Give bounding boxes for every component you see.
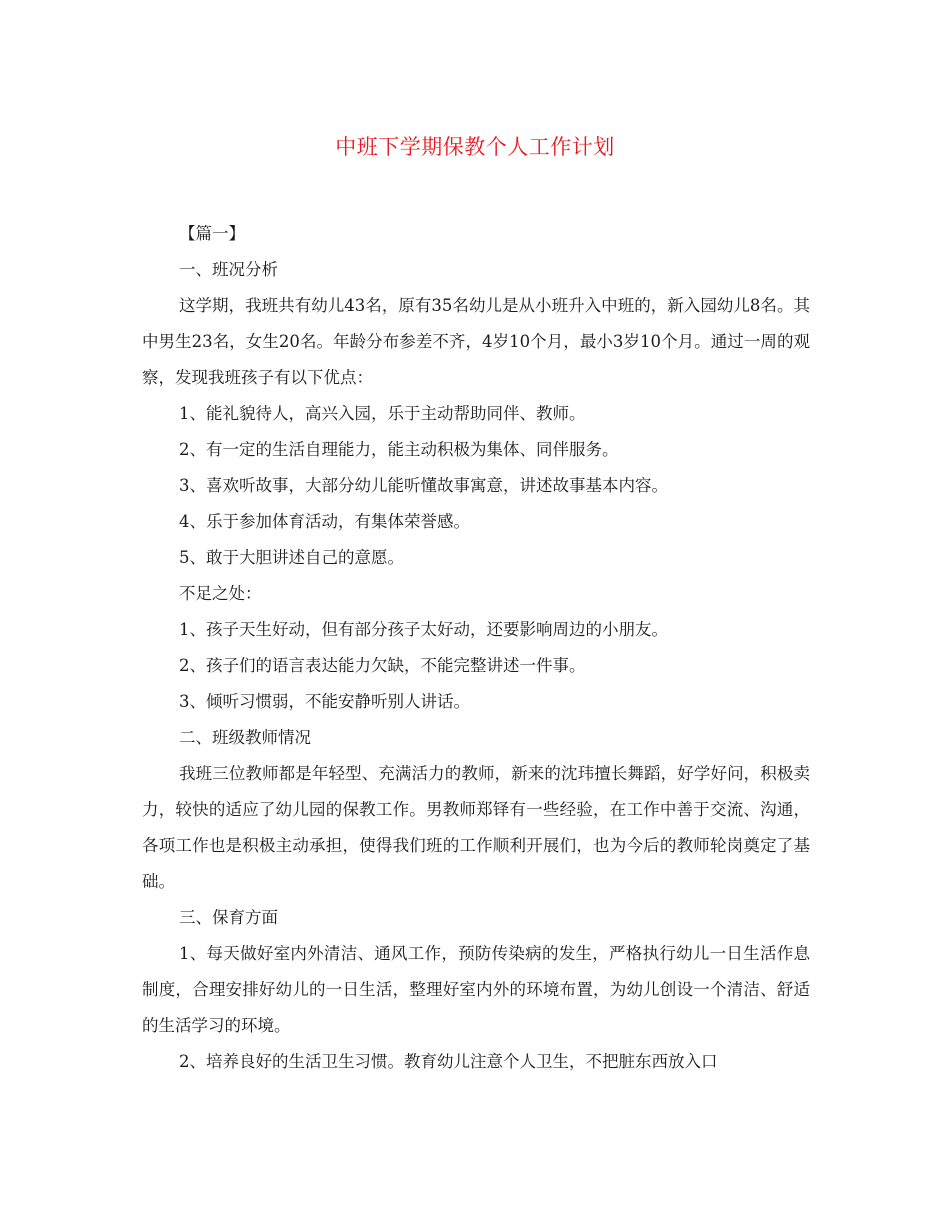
list-item: 1、能礼貌待人，高兴入园，乐于主动帮助同伴、教师。 bbox=[179, 404, 586, 423]
list-item: 2、孩子们的语言表达能力欠缺，不能完整讲述一件事。 bbox=[179, 656, 586, 675]
body-paragraph: 我班三位教师都是年轻型、充满活力的教师，新来的沈玮擅长舞蹈，好学好问，积极卖力，较快的适应了幼儿园的保教工作。男教师郑铎有一些经验，在工作中善于交流、沟通，各项工作也是积极主动承担，使得我们班的工作顺利开展们，也为今后的教师轮岗奠定了基础。 bbox=[142, 764, 810, 891]
list-item: 2、有一定的生活自理能力，能主动积极为集体、同伴服务。 bbox=[179, 440, 619, 459]
section-heading: 一、班况分析 bbox=[179, 260, 278, 279]
document-body bbox=[142, 216, 810, 1080]
list-item: 4、乐于参加体育活动，有集体荣誉感。 bbox=[179, 512, 470, 531]
list-item: 3、倾听习惯弱，不能安静听别人讲话。 bbox=[179, 692, 470, 711]
subheading: 不足之处： bbox=[179, 584, 262, 603]
body-paragraph: 2、培养良好的生活卫生习惯。教育幼儿注意个人卫生，不把脏东西放入口 bbox=[179, 1052, 718, 1071]
list-item: 5、敢于大胆讲述自己的意愿。 bbox=[179, 548, 404, 567]
body-paragraph: 1、每天做好室内外清洁、通风工作，预防传染病的发生，严格执行幼儿一日生活作息制度，合理安排好幼儿的一日生活，整理好室内外的环境布置，为幼儿创设一个清洁、舒适的生活学习的环境。 bbox=[142, 944, 810, 1035]
document-title: 中班下学期保教个人工作计划 bbox=[335, 135, 615, 159]
section-heading: 二、班级教师情况 bbox=[179, 728, 311, 747]
list-item: 3、喜欢听故事，大部分幼儿能听懂故事寓意，讲述故事基本内容。 bbox=[179, 476, 668, 495]
section-heading: 三、保育方面 bbox=[179, 908, 278, 927]
list-item: 1、孩子天生好动，但有部分孩子太好动，还要影响周边的小朋友。 bbox=[179, 620, 668, 639]
section-marker: 【篇一】 bbox=[179, 224, 245, 243]
body-paragraph: 这学期，我班共有幼儿43名，原有35名幼儿是从小班升入中班的，新入园幼儿8名。其中男生23名，女生20名。年龄分布参差不齐，4岁10个月，最小3岁10个月。通过一周的观察，发现我班孩子有以下优点： bbox=[142, 296, 810, 387]
